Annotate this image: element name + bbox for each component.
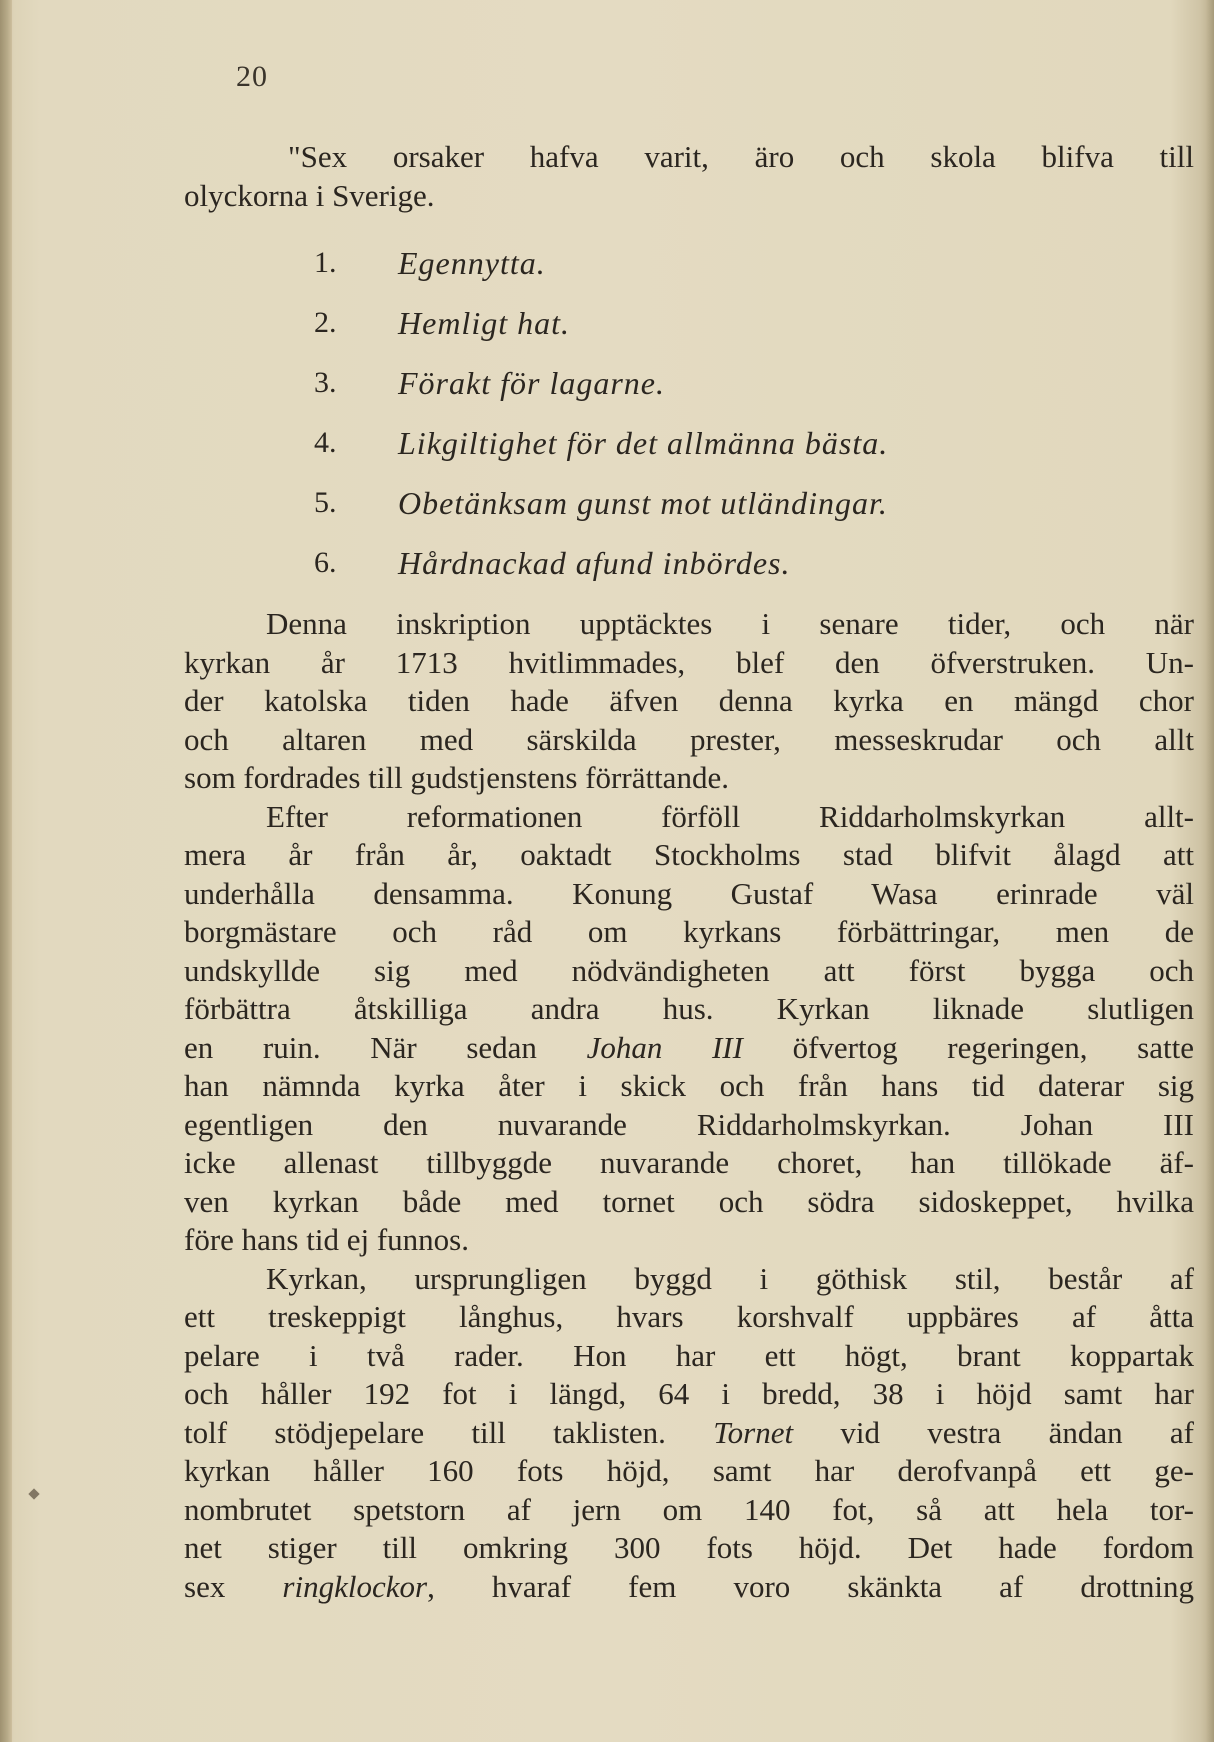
italic-name: Johan III [586, 1029, 743, 1065]
causes-list [184, 233, 1194, 593]
list-text: Obetänksam gunst mot utländingar. [398, 484, 888, 521]
paragraph-line: Denna inskription upptäcktes i senare tider, och när [266, 606, 1194, 641]
paragraph-line: ven kyrkan både med tornet och södra sidoskeppet, hvilka [184, 1183, 1194, 1219]
text-run: , hvaraf fem voro skänkta af drottning [427, 1568, 1194, 1604]
paragraph-line: före hans tid ej funnos. [184, 1222, 469, 1257]
page-edge [1206, 0, 1214, 1742]
text-run: en ruin. När sedan [184, 1029, 587, 1065]
list-text: Hårdnackad afund inbördes. [398, 544, 791, 581]
list-text: Förakt för lagarne. [398, 364, 665, 401]
paragraph-line: kyrkan håller 160 fots höjd, samt har derofvanpå ett ge- [184, 1453, 1194, 1488]
text-run: öfvertog regeringen, satte [742, 1029, 1194, 1065]
list-item [184, 233, 1194, 293]
paragraph-line: borgmästare och råd om kyrkans förbättringar, men de [184, 914, 1194, 949]
intro-line: olyckorna i Sverige. [184, 177, 435, 213]
paragraph-line: förbättra åtskilliga andra hus. Kyrkan liknade slutligen [184, 991, 1194, 1026]
paragraph-line: som fordrades till gudstjenstens förrättande. [184, 760, 729, 795]
paragraph-line: pelare i två rader. Hon har ett högt, brant koppartak [184, 1337, 1194, 1373]
list-number: 3. [314, 365, 337, 399]
paragraph-line: undskyllde sig med nödvändigheten att först bygga och [184, 952, 1194, 988]
list-text: Egennytta. [398, 244, 546, 281]
paragraph-line: kyrkan år 1713 hvitlimmades, blef den öfverstruken. Un- [184, 644, 1194, 680]
list-number: 1. [314, 245, 337, 279]
list-number: 4. [314, 425, 337, 459]
paragraph-line: och håller 192 fot i längd, 64 i bredd, 38 i höjd samt har [184, 1376, 1194, 1411]
list-item [184, 533, 1194, 593]
list-text: Hemligt hat. [398, 304, 570, 341]
paragraph-line: der katolska tiden hade äfven denna kyrka en mängd chor [184, 683, 1194, 718]
paragraph-line [184, 1029, 1194, 1068]
list-number: 6. [314, 545, 337, 579]
list-text: Likgiltighet för det allmänna bästa. [398, 424, 889, 461]
paragraph-line [184, 1568, 1194, 1607]
intro-line: "Sex orsaker hafva varit, äro och skola blifva till [288, 139, 1194, 174]
paragraph-line: Efter reformationen förföll Riddarholmskyrkan allt- [266, 798, 1194, 834]
page-number: 20 [236, 60, 268, 93]
paragraph-line: Kyrkan, ursprungligen byggd i göthisk stil, består af [266, 1260, 1194, 1296]
list-number: 2. [314, 305, 337, 339]
paragraph-line: och altaren med särskilda prester, messeskrudar och allt [184, 721, 1194, 757]
paragraph-line: icke allenast tillbyggde nuvarande choret, han tillökade äf- [184, 1145, 1194, 1180]
margin-mark [28, 1488, 39, 1499]
text-run: tolf stödjepelare till taklisten. [184, 1414, 714, 1450]
body-text [184, 138, 1194, 1606]
list-item [184, 473, 1194, 533]
text-run: sex [184, 1568, 283, 1604]
paragraph-line: underhålla densamma. Konung Gustaf Wasa erinrade väl [184, 875, 1194, 911]
paragraph-line: mera år från år, oaktadt Stockholms stad blifvit ålagd att [184, 837, 1194, 872]
italic-term: ringklockor [282, 1568, 428, 1604]
paragraph-line [184, 1414, 1194, 1453]
paragraph-line: han nämnda kyrka åter i skick och från hans tid daterar sig [184, 1068, 1194, 1103]
paragraph-line: nombrutet spetstorn af jern om 140 fot, så att hela tor- [184, 1491, 1194, 1527]
text-run: vid vestra ändan af [793, 1414, 1194, 1450]
page-binding [0, 0, 12, 1742]
list-item [184, 353, 1194, 413]
paragraph-line: egentligen den nuvarande Riddarholmskyrkan. Johan III [184, 1106, 1194, 1142]
list-number: 5. [314, 485, 337, 519]
paragraph-line: net stiger till omkring 300 fots höjd. Det hade fordom [184, 1530, 1194, 1565]
list-item [184, 293, 1194, 353]
paragraph-line: ett treskeppigt långhus, hvars korshvalf uppbäres af åtta [184, 1299, 1194, 1334]
list-item [184, 413, 1194, 473]
italic-term: Tornet [713, 1414, 794, 1450]
